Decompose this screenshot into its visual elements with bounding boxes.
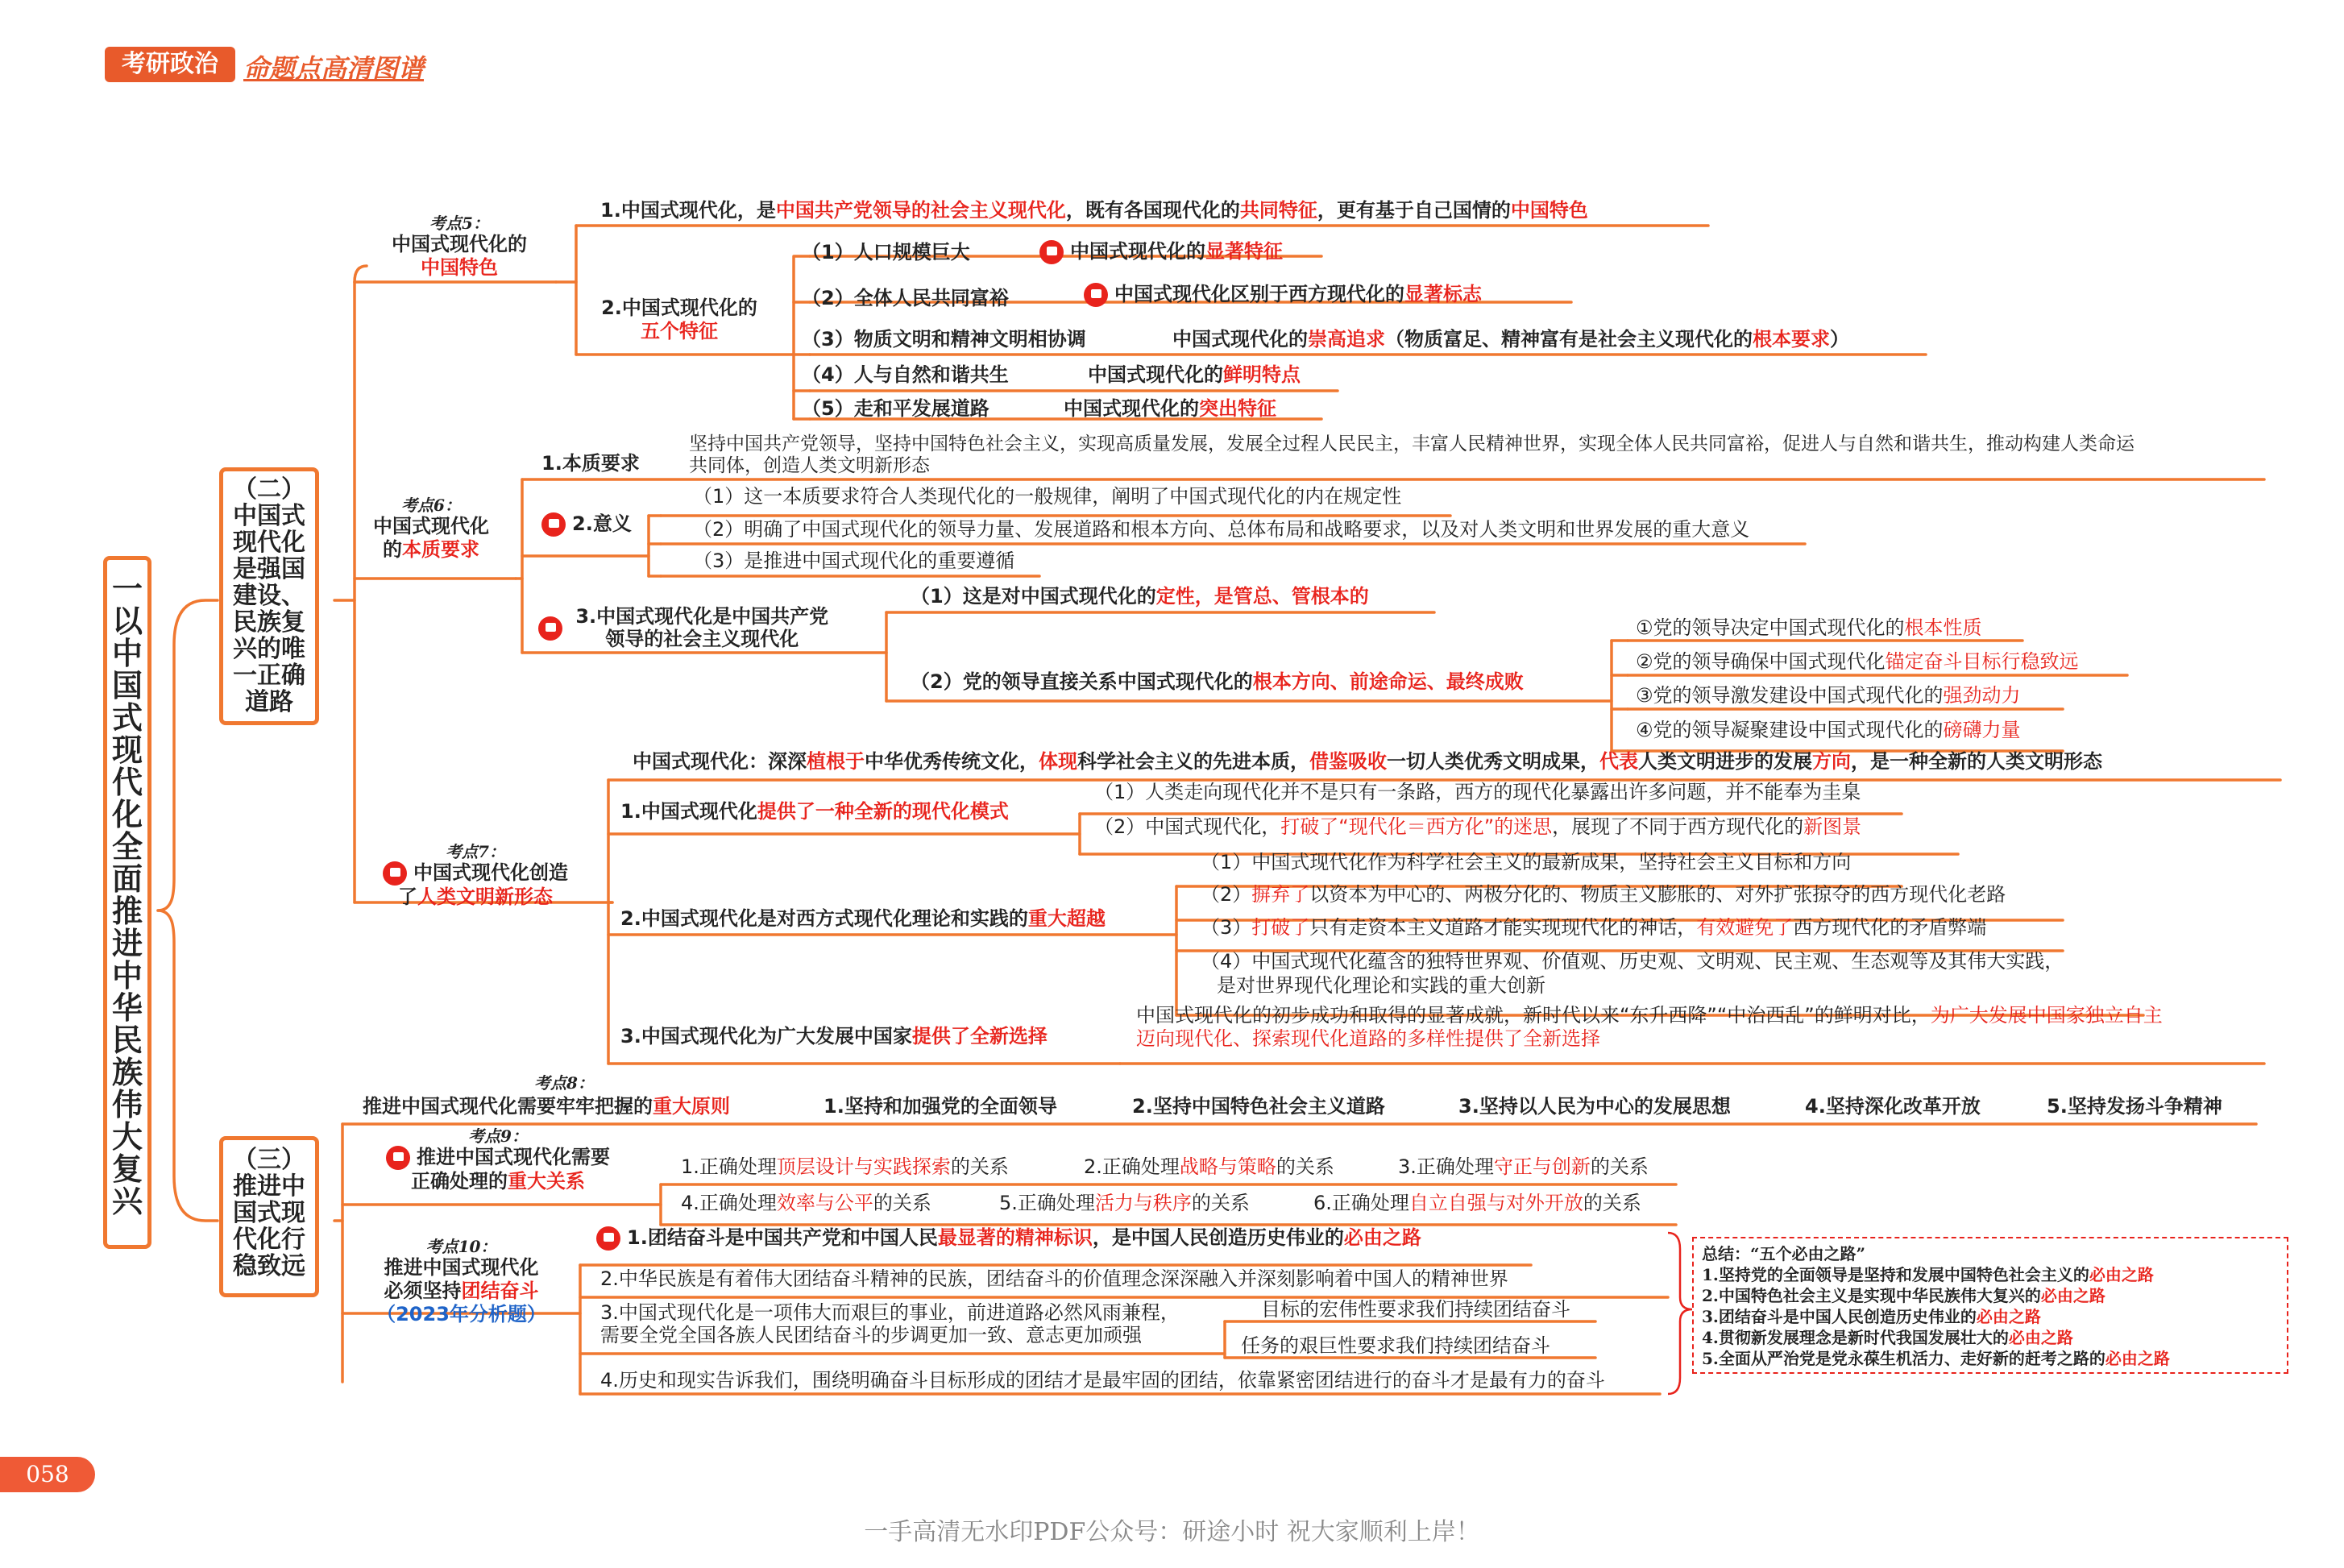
k5-feature-4-desc (1088, 364, 1301, 387)
k5-label: 考点5： (429, 214, 489, 233)
k5-feature-1-desc (1039, 240, 1283, 264)
k9-relation-1 (681, 1156, 1009, 1179)
text-segment: 中国式现代化的 (1088, 363, 1223, 386)
text-segment: 的关系 (1583, 1192, 1641, 1214)
k5-title-a: 中国式现代化的 (392, 233, 527, 255)
text-segment: ） (1830, 328, 1849, 351)
emphasis-text: 植根于 (807, 750, 865, 773)
emphasis-text: 必由之路 (2040, 1286, 2105, 1305)
text-segment: 中国式现代化的初步成功和取得的显著成就，新时代以来“东升西降”“中治西乱”的鲜明对比， (1136, 1004, 1931, 1027)
emphasis-text: 中国特色 (1510, 199, 1588, 222)
text-segment: （1）这是对中国式现代化的 (911, 585, 1156, 608)
k6-title-c: 本质要求 (402, 537, 479, 561)
k6-significance-2: （2）明确了中国式现代化的领导力量、发展道路和根本方向、总体布局和战略要求，以及对人类文明和世界发展的重大意义 (693, 518, 1750, 541)
text-segment: 的关系 (1191, 1192, 1250, 1214)
emphasis-text: 定性，是管总、管根本的 (1155, 585, 1369, 608)
section-3-box: （三）推进中国式现代化行稳致远 (219, 1136, 319, 1297)
summary-line-2 (1702, 1285, 2279, 1306)
emphasis-text: 必由之路 (2105, 1349, 2170, 1368)
k6-point-4 (1636, 720, 2021, 742)
k5-item-2-a: 2.中国式现代化的 (601, 297, 757, 319)
header-tag: 考研政治 (105, 47, 235, 82)
k7-point-2-3 (1201, 917, 1986, 940)
text-segment: 以资本为中心的、两极分化的、物质主义膨胀的、对外扩张掠夺的西方现代化老路 (1309, 883, 2006, 906)
emphasis-text: 必由之路 (1343, 1226, 1421, 1249)
text-segment: （2）中国式现代化， (1094, 815, 1281, 838)
footer-watermark: 一手高清无水印PDF公众号：研途小时 祝大家顺利上岸！ (864, 1518, 1480, 1546)
emphasis-text: 必由之路 (2089, 1265, 2154, 1284)
k9-node: 考点9： 推进中国式现代化需要 正确处理的重大关系 (353, 1126, 643, 1193)
text-segment: 3.中国式现代化为广大发展中国家 (620, 1025, 912, 1047)
emphasis-text: 强劲动力 (1943, 684, 2021, 707)
text-segment: ，是中国人民创造历史伟业的 (1092, 1226, 1344, 1249)
emphasis-text: 体现 (1039, 750, 1077, 773)
text-segment: 的关系 (873, 1192, 931, 1214)
text-segment: 的关系 (950, 1155, 1009, 1178)
k8-principle-3: 3.坚持以人民为中心的发展思想 (1458, 1095, 1731, 1118)
emphasis-text: 迈向现代化、探索现代化道路的多样性提供了全新选择 (1136, 1027, 1600, 1050)
summary-line-3 (1702, 1306, 2279, 1327)
k5-title-b: 中国特色 (421, 255, 498, 279)
k7-point-1-1: （1）人类走向现代化并不是只有一条路，西方的现代化暴露出许多问题，并不能奉为圭臬 (1094, 781, 1861, 803)
k6-significance-3: （3）是推进中国式现代化的重要遵循 (693, 550, 1015, 572)
emphasis-text: 方向 (1812, 750, 1851, 773)
k10-unity-3-1: 目标的宏伟性要求我们持续团结奋斗 (1261, 1298, 1570, 1321)
text-segment: 1.正确处理 (681, 1155, 777, 1178)
k5-feature-4: （4）人与自然和谐共生 (802, 363, 1009, 386)
emphasis-text: 打破了 (1251, 916, 1310, 939)
k6-significance-1: （1）这一本质要求符合人类现代化的一般规律，阐明了中国式现代化的内在规定性 (693, 485, 1402, 508)
k5-item-2-b: 五个特征 (641, 319, 718, 342)
k8-label: 考点8： (534, 1073, 594, 1093)
text-segment: 2.中国式现代化是对西方式现代化理论和实践的 (620, 907, 1028, 930)
k10-unity-3b: 需要全党全国各族人民团结奋斗的步调更加一致、意志更加顽强 (600, 1324, 1142, 1346)
emphasis-text: 提供了一种全新的现代化模式 (757, 800, 1009, 823)
k9-relation-5 (999, 1193, 1250, 1215)
text-segment: ④党的领导凝聚建设中国式现代化的 (1636, 719, 1944, 741)
summary-line-5 (1702, 1348, 2279, 1369)
k7-point-3-a (1136, 1005, 2163, 1027)
k10-node: 考点10： 推进中国式现代化 必须坚持团结奋斗 （2023年分析题） (359, 1237, 564, 1325)
text-segment: （2） (1201, 883, 1252, 906)
k6-party-2 (911, 671, 1524, 694)
page-number: 058 (0, 1457, 95, 1492)
emphasis-text: 崇高追求 (1308, 328, 1385, 351)
k8-title (363, 1096, 730, 1118)
text-segment: 2.正确处理 (1084, 1155, 1180, 1178)
emphasis-text: 效率与公平 (776, 1192, 873, 1214)
k7-label: 考点7： (446, 842, 505, 861)
text-segment: （2）党的领导直接关系中国式现代化的 (911, 670, 1253, 693)
k10-unity-3a: 3.中国式现代化是一项伟大而艰巨的事业，前进道路必然风雨兼程， (600, 1301, 1180, 1324)
emphasis-text: 最显著的精神标识 (937, 1226, 1093, 1249)
text-segment: ，展现了不同于西方现代化的 (1552, 815, 1804, 838)
k6-significance: 2.意义 (541, 512, 632, 537)
k6-title-b: 的 (383, 537, 402, 561)
k10-label: 考点10： (425, 1237, 497, 1256)
text-segment: 5.正确处理 (999, 1192, 1095, 1214)
text-segment: 2.中国特色社会主义是实现中华民族伟大复兴的 (1702, 1286, 2041, 1305)
text-segment: 6.正确处理 (1313, 1192, 1409, 1214)
flag-icon (1084, 283, 1108, 307)
k5-feature-2-desc (1084, 283, 1482, 307)
k6-node (355, 496, 508, 562)
emphasis-text: 鲜明特点 (1223, 363, 1301, 386)
emphasis-text: 顶层设计与实践探索 (776, 1155, 951, 1178)
text-segment: 中国式现代化的 (1172, 328, 1308, 351)
k7-point-3 (620, 1026, 1048, 1048)
k9-relation-4 (681, 1193, 931, 1215)
text-segment: 3.正确处理 (1398, 1155, 1494, 1178)
emphasis-text: 显著标志 (1404, 283, 1482, 305)
flag-icon (386, 1146, 410, 1170)
k9-relation-3 (1398, 1156, 1649, 1179)
k8-principle-2: 2.坚持中国特色社会主义道路 (1132, 1095, 1385, 1118)
text-segment: ，是一种全新的人类文明形态 (1851, 750, 2102, 773)
text-segment: 1.中国式现代化，是 (600, 199, 776, 222)
emphasis-text: 活力与秩序 (1094, 1192, 1192, 1214)
k6-essence-line-2: 共同体，创造人类文明新形态 (689, 455, 930, 476)
k5-feature-1: （1）人口规模巨大 (802, 241, 970, 263)
flag-icon (1039, 240, 1064, 264)
emphasis-text: 中国共产党领导的社会主义现代化 (775, 199, 1066, 222)
text-segment: ②党的领导确保中国式现代化 (1636, 650, 1886, 673)
text-segment: 的关系 (1590, 1155, 1649, 1178)
k6-label: 考点6： (401, 496, 461, 515)
text-segment: 的关系 (1276, 1155, 1334, 1178)
k6-essence-line-1: 坚持中国共产党领导，坚持中国特色社会主义，实现高质量发展，发展全过程人民民主，丰富人民精神世界，实现全体人民共同富裕，促进人与自然和谐共生，推动构建人类命运 (689, 433, 2134, 454)
text-segment: 推进中国式现代化需要牢牢把握的 (363, 1095, 653, 1118)
k7-top (633, 751, 2102, 774)
section-2-box: （二）中国式现代化是强国建设、民族复兴的唯一正确道路 (219, 467, 319, 725)
k7-point-2-4b: 是对世界现代化理论和实践的重大创新 (1217, 974, 1545, 997)
emphasis-text: 守正与创新 (1493, 1155, 1591, 1178)
text-segment: 4.正确处理 (681, 1192, 777, 1214)
summary-brace (1668, 1233, 1692, 1394)
k6-party-leadership: 3.中国式现代化是中国共产党 领导的社会主义现代化 (538, 606, 828, 650)
emphasis-text: 新图景 (1803, 815, 1862, 838)
emphasis-text: 必由之路 (2008, 1328, 2073, 1347)
k7-point-2 (620, 908, 1106, 931)
header-subtitle: 命题点高清图谱 (243, 53, 425, 84)
k8-principle-1: 1.坚持和加强党的全面领导 (824, 1095, 1057, 1118)
k7-point-3-b (1136, 1028, 1600, 1051)
emphasis-text: 突出特征 (1199, 397, 1276, 420)
k6-point-2 (1636, 651, 2079, 674)
emphasis-text: 根本性质 (1904, 616, 1982, 639)
k9-relation-2 (1084, 1156, 1334, 1179)
text-segment: 中国式现代化区别于西方现代化的 (1114, 283, 1404, 305)
k5-feature-3-desc (1172, 329, 1849, 351)
flag-icon (541, 512, 566, 537)
text-segment: 中华优秀传统文化， (865, 750, 1039, 773)
text-segment: 人类文明进步的发展 (1638, 750, 1812, 773)
k7-point-2-4a: （4）中国式现代化蕴含的独特世界观、价值观、历史观、文明观、民主观、生态观等及其伟大实践， (1201, 950, 2064, 973)
root-box: 一 以中国式现代化全面推进中华民族伟大复兴 (103, 556, 151, 1249)
k10-unity-3-2: 任务的艰巨性要求我们持续团结奋斗 (1241, 1334, 1550, 1357)
text-segment: 中国式现代化的 (1070, 240, 1205, 263)
k6-party-1 (911, 586, 1369, 608)
text-segment: 科学社会主义的先进本质， (1077, 750, 1309, 773)
k5-item-1 (600, 200, 1588, 222)
text-segment: ③党的领导激发建设中国式现代化的 (1636, 684, 1944, 707)
k10-unity-2: 2.中华民族是有着伟大团结奋斗精神的民族，团结奋斗的价值理念深深融入并深刻影响着中国人的精神世界 (600, 1267, 1508, 1290)
text-segment: 1.中国式现代化 (620, 800, 757, 823)
k5-feature-2: （2）全体人民共同富裕 (802, 287, 1009, 309)
emphasis-text: 磅礴力量 (1943, 719, 2021, 741)
text-segment: 3.团结奋斗是中国人民创造历史伟业的 (1702, 1307, 1977, 1326)
emphasis-text: 代表 (1599, 750, 1638, 773)
k7-point-2-2 (1201, 884, 2006, 906)
emphasis-text: 有效避免了 (1696, 916, 1794, 939)
k7-point-1-2 (1094, 816, 1861, 839)
text-segment: 5.全面从严治党是党永葆生机活力、走好新的赶考之路的 (1702, 1349, 2105, 1368)
emphasis-text: 重大原则 (653, 1095, 730, 1118)
k7-node: 考点7： 中国式现代化创造 了人类文明新形态 (355, 842, 596, 909)
k10-unity-4: 4.历史和现实告诉我们，围绕明确奋斗目标形成的团结才是最牢固的团结，依靠紧密团结进行的奋斗才是最有力的奋斗 (600, 1369, 1605, 1392)
emphasis-text: 根本要求 (1753, 328, 1830, 351)
k5-feature-5-desc (1064, 398, 1276, 421)
text-segment: ，既有各国现代化的 (1065, 199, 1240, 222)
text-segment: ①党的领导决定中国式现代化的 (1636, 616, 1905, 639)
emphasis-text: 共同特征 (1239, 199, 1317, 222)
emphasis-text: 必由之路 (1976, 1307, 2041, 1326)
k6-point-1 (1636, 617, 1982, 640)
emphasis-text: 打破了“现代化＝西方化”的迷思 (1280, 815, 1553, 838)
k6-title-a: 中国式现代化 (373, 515, 489, 537)
flag-icon (596, 1226, 620, 1251)
text-segment: （物质富足、精神富有是社会主义现代化的 (1385, 328, 1753, 351)
k6-essence: 1.本质要求 (541, 452, 640, 475)
k5-feature-3: （3）物质文明和精神文明相协调 (802, 328, 1086, 351)
text-segment: （3） (1201, 916, 1252, 939)
summary-line-1 (1702, 1264, 2279, 1285)
text-segment: 一切人类优秀文明成果， (1387, 750, 1599, 773)
k9-label: 考点9： (468, 1126, 528, 1146)
emphasis-text: 为广大发展中国家独立自主 (1930, 1004, 2163, 1027)
emphasis-text: 根本方向、前途命运、最终成败 (1252, 670, 1524, 693)
emphasis-text: 提供了全新选择 (911, 1025, 1048, 1047)
k7-point-2-1: （1）中国式现代化作为科学社会主义的最新成果，坚持社会主义目标和方向 (1201, 851, 1852, 873)
text-segment: 1.团结奋斗是中国共产党和中国人民 (627, 1226, 938, 1249)
k8-principle-5: 5.坚持发扬斗争精神 (2047, 1095, 2222, 1118)
summary-line-4 (1702, 1327, 2279, 1348)
text-segment: 中国式现代化的 (1064, 397, 1199, 420)
k6-point-3 (1636, 685, 2021, 707)
k8-principle-4: 4.坚持深化改革开放 (1805, 1095, 1981, 1118)
emphasis-text: 显著特征 (1205, 240, 1283, 263)
summary-title: 总结：“五个必由之路” (1702, 1244, 1866, 1263)
k9-relation-6 (1313, 1193, 1641, 1215)
flag-icon (538, 616, 562, 641)
k7-point-1 (620, 801, 1009, 823)
text-segment: 西方现代化的矛盾弊端 (1793, 916, 1987, 939)
flag-icon (383, 861, 407, 886)
k5-feature-5: （5）走和平发展道路 (802, 397, 989, 420)
emphasis-text: 自立自强与对外开放 (1408, 1192, 1583, 1214)
k10-unity-1 (596, 1226, 1421, 1251)
text-segment: 只有走资本主义道路才能实现现代化的神话， (1309, 916, 1697, 939)
emphasis-text: 战略与策略 (1179, 1155, 1276, 1178)
summary-box (1692, 1237, 2288, 1374)
emphasis-text: 借鉴吸收 (1309, 750, 1387, 773)
text-segment: 中国式现代化：深深 (633, 750, 807, 773)
k5-item-2 (587, 297, 772, 343)
text-segment: 1.坚持党的全面领导是坚持和发展中国特色社会主义的 (1702, 1265, 2089, 1284)
emphasis-text: 重大超越 (1027, 907, 1106, 930)
k10-year: （2023年分析题） (376, 1302, 546, 1325)
emphasis-text: 摒弃了 (1251, 883, 1310, 906)
text-segment: 4.贯彻新发展理念是新时代我国发展壮大的 (1702, 1328, 2009, 1347)
emphasis-text: 锚定奋斗目标行稳致远 (1885, 650, 2079, 673)
text-segment: ，更有基于自己国情的 (1317, 199, 1511, 222)
k5-node (367, 214, 552, 280)
